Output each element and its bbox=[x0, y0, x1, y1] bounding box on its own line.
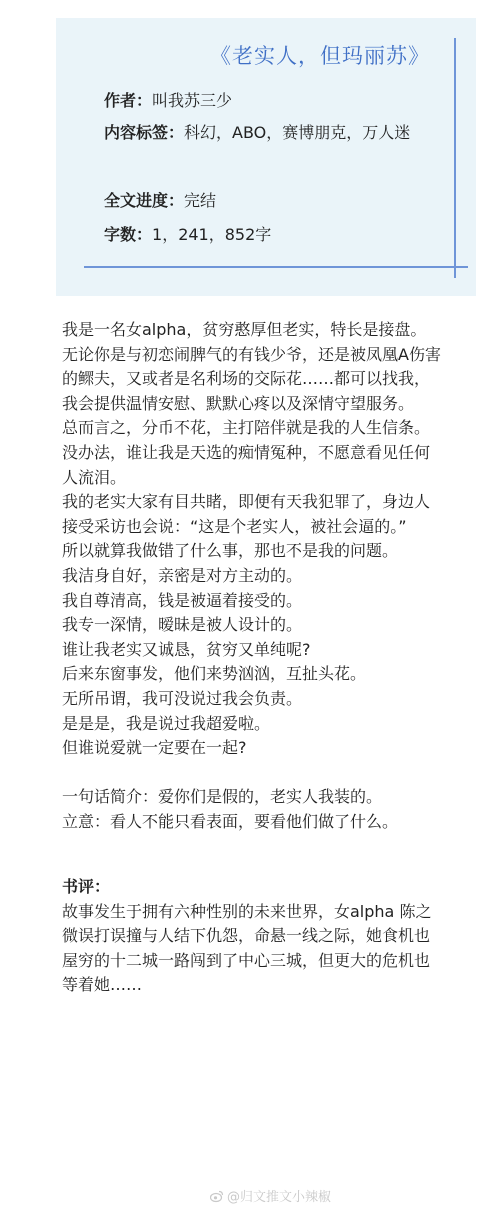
review-label: 书评： bbox=[62, 877, 111, 897]
weibo-icon bbox=[210, 1189, 224, 1203]
intro-paragraph: 但谁说爱就一定要在一起? bbox=[62, 738, 247, 758]
intro-paragraph: 所以就算我做错了什么事，那也不是我的问题。 bbox=[62, 541, 399, 561]
words-value: 1，241，852字 bbox=[152, 225, 272, 244]
tags-row bbox=[104, 118, 454, 148]
author-row bbox=[104, 86, 232, 116]
weibo-watermark bbox=[210, 1186, 331, 1205]
tags-value: 科幻，ABO，赛博朋克，万人迷 bbox=[184, 123, 411, 142]
intro-paragraph: 是是是，我是说过我超爱啦。 bbox=[62, 713, 271, 733]
intro-paragraph: 我是一名女alpha，贫穷憨厚但老实，特长是接盘。无论你是与初恋闹脾气的有钱少爷，还是被凤凰A伤害的鳏夫，又或者是名利场的交际花……都可以找我，我会提供温情安慰、默默心疼以及深情守望服务。 bbox=[62, 320, 441, 413]
intro-paragraph: 总而言之，分币不花，主打陪伴就是我的人生信条。没办法，谁让我是天选的痴情冤种，不愿意看见任何人流泪。 bbox=[62, 418, 431, 487]
progress-label: 全文进度： bbox=[104, 191, 185, 210]
author-label: 作者： bbox=[104, 91, 153, 110]
intro-paragraph: 谁让我老实又诚恳，贫穷又单纯呢? bbox=[62, 639, 311, 659]
spacer bbox=[62, 834, 442, 859]
card-horizontal-rule bbox=[84, 266, 468, 268]
progress-value: 完结 bbox=[184, 191, 217, 210]
one-line-summary: 一句话简介：爱你们是假的，老实人我装的。 bbox=[62, 787, 383, 807]
intro-paragraph: 无所吊谓，我可没说过我会负责。 bbox=[62, 688, 303, 708]
spacer bbox=[62, 859, 442, 875]
progress-row bbox=[104, 186, 216, 216]
card-vertical-rule bbox=[454, 38, 456, 278]
spacer bbox=[62, 761, 442, 786]
author-name: 叫我苏三少 bbox=[152, 91, 233, 110]
intro-paragraph: 我自尊清高，钱是被逼着接受的。 bbox=[62, 590, 303, 610]
theme-statement: 立意：看人不能只看表面，要看他们做了什么。 bbox=[62, 811, 399, 831]
book-title: 《老实人，但玛丽苏》 bbox=[210, 44, 430, 68]
intro-paragraph: 后来东窗事发，他们来势汹汹，互扯头花。 bbox=[62, 664, 367, 684]
synopsis-body bbox=[62, 318, 442, 998]
words-label: 字数： bbox=[104, 225, 153, 244]
tags-label: 内容标签： bbox=[104, 123, 185, 142]
review-text: 故事发生于拥有六种性别的未来世界，女alpha 陈之微误打误撞与人结下仇怨，命悬一线之际，她食机也屋穷的十二城一路闯到了中心三城，但更大的危机也等着她…… bbox=[62, 901, 432, 995]
word-count-row bbox=[104, 220, 271, 250]
watermark-text: @归文推文小辣椒 bbox=[227, 1190, 332, 1205]
intro-paragraph: 我专一深情，暧昧是被人设计的。 bbox=[62, 615, 303, 635]
intro-paragraph: 我洁身自好，亲密是对方主动的。 bbox=[62, 565, 303, 585]
intro-paragraph: 我的老实大家有目共睹，即便有天我犯罪了，身边人接受采访也会说：“这是个老实人，被社会逼的。” bbox=[62, 492, 431, 536]
